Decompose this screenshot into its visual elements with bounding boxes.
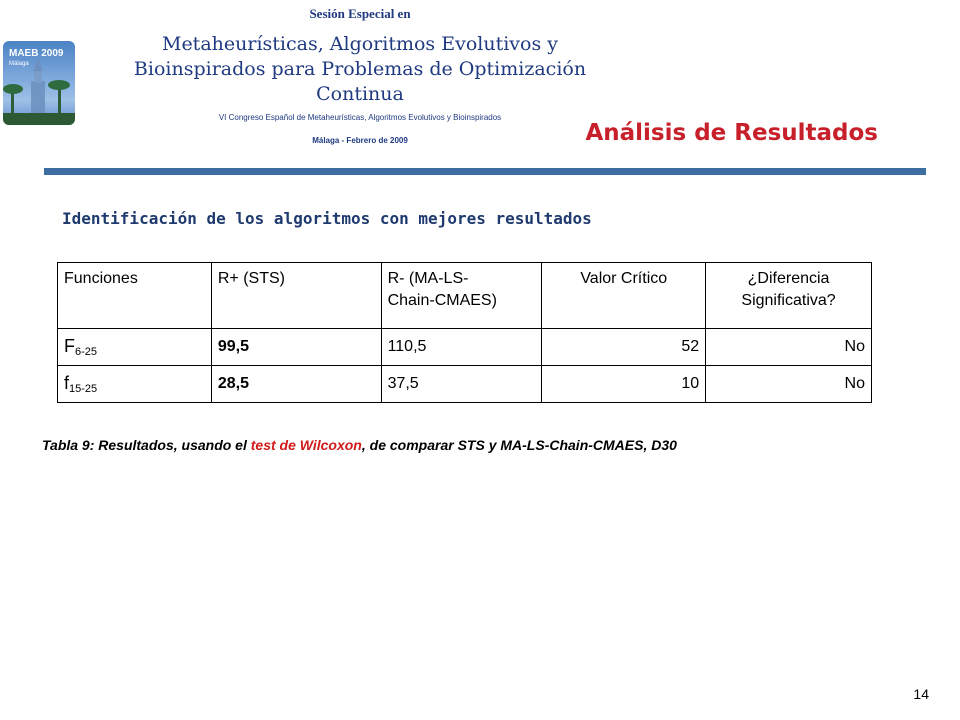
place-date: Málaga - Febrero de 2009	[312, 136, 408, 145]
header-significance	[706, 263, 872, 329]
function-symbol: F	[64, 336, 75, 356]
function-subscript: 6-25	[75, 346, 98, 358]
caption-part2: , de comparar STS y MA-LS-Chain-CMAES, D30	[361, 437, 677, 453]
r-plus-value: 28,5	[211, 366, 381, 403]
session-heading: Sesión Especial en	[309, 6, 411, 21]
header-divider	[44, 168, 926, 175]
significance-value: No	[706, 366, 872, 403]
session-main-title-line1: Metaheurísticas, Algoritmos Evolutivos y	[161, 33, 558, 55]
table-header-row	[58, 263, 872, 329]
caption-part1: Tabla 9: Resultados, usando el	[42, 437, 251, 453]
header-funciones: Funciones	[58, 263, 212, 329]
function-subscript: 15-25	[69, 383, 98, 395]
logo-title: MAEB 2009	[9, 48, 64, 59]
header-significance-line2: Significativa?	[741, 292, 836, 309]
caption-highlight: test de Wilcoxon	[250, 437, 362, 453]
header-r-plus: R+ (STS)	[211, 263, 381, 329]
header-r-minus-line2: Chain-CMAES)	[387, 292, 497, 309]
header-r-minus	[381, 263, 542, 329]
function-name	[58, 329, 212, 366]
header-r-minus-line1: R- (MA-LS-	[387, 270, 469, 287]
table-row	[58, 329, 872, 366]
logo-subtitle: Málaga	[9, 61, 29, 67]
table-caption	[42, 437, 677, 453]
slide-title: Análisis de Resultados	[585, 120, 878, 146]
session-main-title-line3: Continua	[316, 83, 404, 105]
header-critical-value: Valor Crítico	[542, 263, 706, 329]
significance-value: No	[706, 329, 872, 366]
session-main-title-line2: Bioinspirados para Problemas de Optimización	[133, 58, 587, 80]
critical-value: 10	[542, 366, 706, 403]
congress-name: VI Congreso Español de Metaheurísticas, Algoritmos Evolutivos y Bioinspirados	[218, 113, 502, 122]
function-symbol: f	[64, 373, 70, 393]
r-plus-value: 99,5	[211, 329, 381, 366]
r-minus-value: 37,5	[381, 366, 542, 403]
r-minus-value: 110,5	[381, 329, 542, 366]
critical-value: 52	[542, 329, 706, 366]
session-main-title	[0, 32, 720, 107]
header-significance-line1: ¿Diferencia	[747, 270, 830, 287]
section-subtitle: Identificación de los algoritmos con mejores resultados	[62, 209, 592, 228]
function-name	[58, 366, 212, 403]
page-number: 14	[913, 686, 929, 702]
table-row	[58, 366, 872, 403]
results-table	[57, 262, 872, 403]
